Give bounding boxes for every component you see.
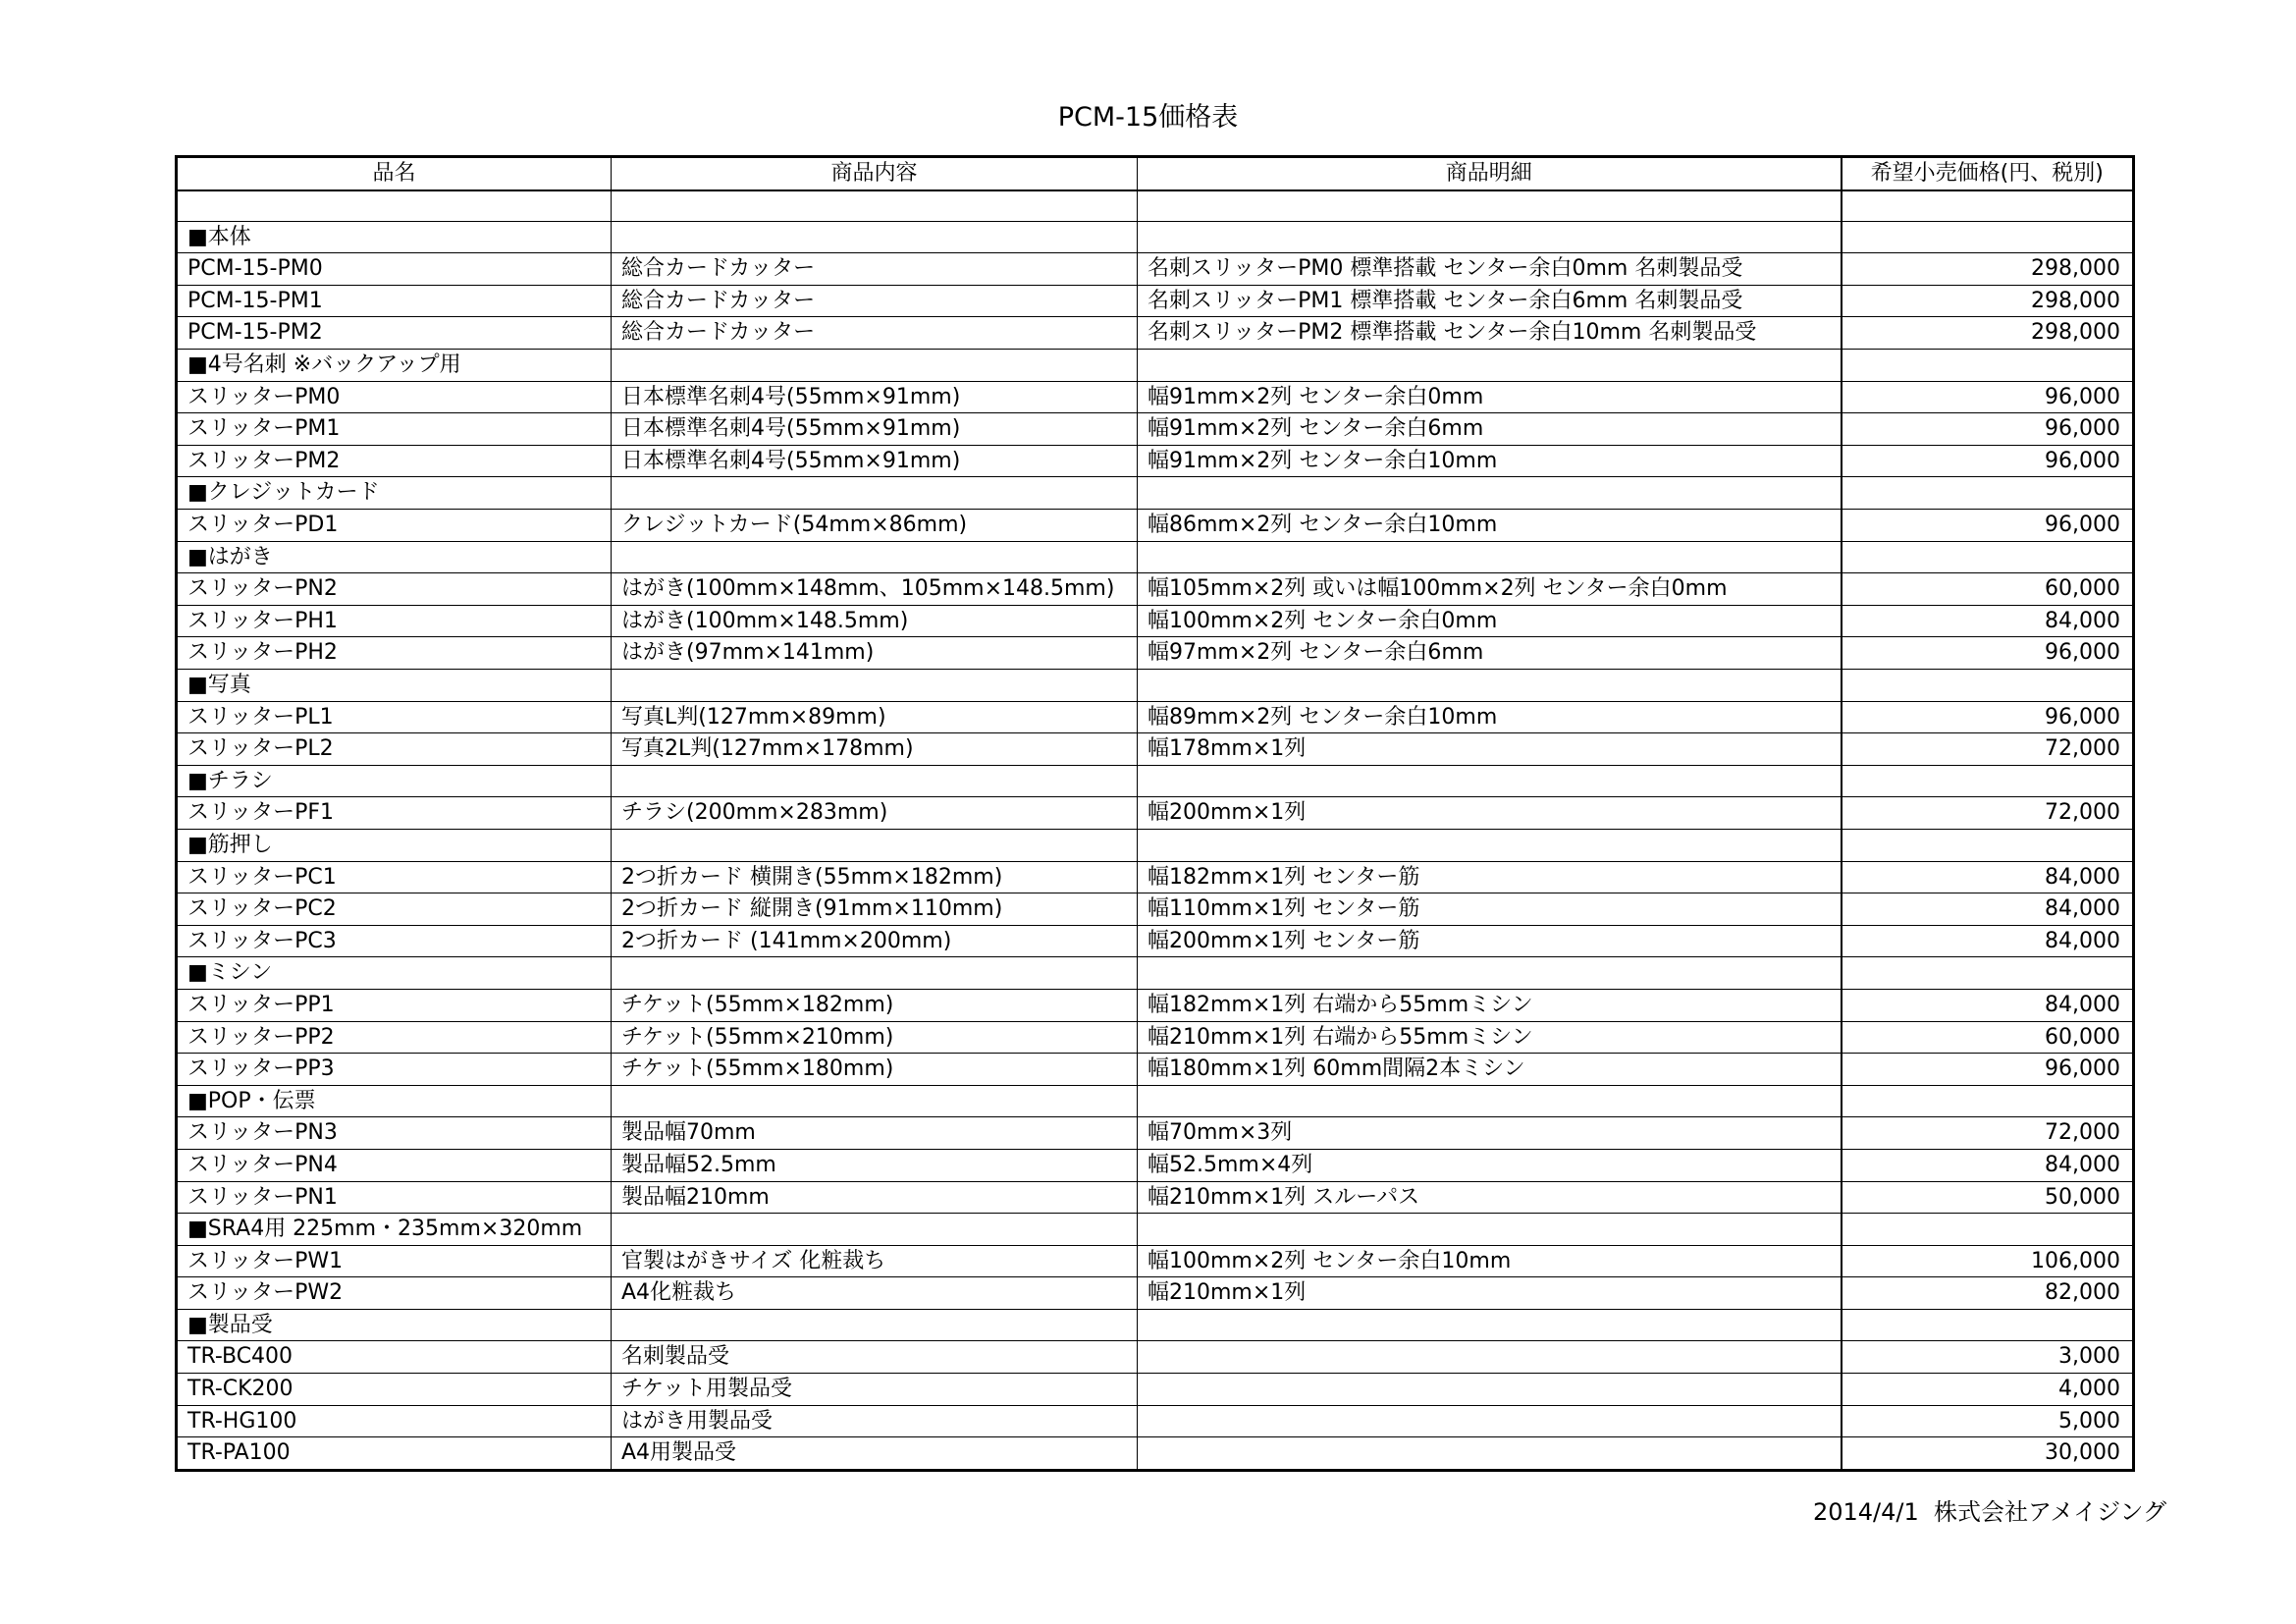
cell-name: ■製品受 bbox=[177, 1309, 612, 1341]
cell-name: スリッターPD1 bbox=[177, 510, 612, 542]
cell-price bbox=[1842, 221, 2134, 253]
column-header-detail: 商品明細 bbox=[1138, 157, 1842, 190]
cell-name: ■チラシ bbox=[177, 765, 612, 797]
cell-detail bbox=[1138, 1341, 1842, 1374]
cell-detail bbox=[1138, 829, 1842, 861]
cell-price: 50,000 bbox=[1842, 1181, 2134, 1214]
cell-name: スリッターPP2 bbox=[177, 1021, 612, 1054]
cell-detail bbox=[1138, 350, 1842, 382]
table-row bbox=[177, 861, 2134, 893]
table-row bbox=[177, 190, 2134, 222]
section-row bbox=[177, 1085, 2134, 1117]
cell-content: 写真2L判(127mm×178mm) bbox=[612, 733, 1138, 766]
table-row bbox=[177, 797, 2134, 830]
cell-price: 84,000 bbox=[1842, 893, 2134, 926]
cell-price: 96,000 bbox=[1842, 510, 2134, 542]
cell-name: ■はがき bbox=[177, 541, 612, 573]
cell-price: 60,000 bbox=[1842, 1021, 2134, 1054]
cell-price: 82,000 bbox=[1842, 1277, 2134, 1310]
cell-price bbox=[1842, 1309, 2134, 1341]
cell-content bbox=[612, 670, 1138, 702]
cell-name: スリッターPC3 bbox=[177, 925, 612, 957]
cell-content bbox=[612, 829, 1138, 861]
cell-content: 2つ折カード 横開き(55mm×182mm) bbox=[612, 861, 1138, 893]
table-row bbox=[177, 445, 2134, 477]
cell-content bbox=[612, 1085, 1138, 1117]
cell-detail: 幅210mm×1列 bbox=[1138, 1277, 1842, 1310]
table-row bbox=[177, 1021, 2134, 1054]
cell-detail bbox=[1138, 1374, 1842, 1406]
cell-content: 日本標準名刺4号(55mm×91mm) bbox=[612, 381, 1138, 413]
cell-detail: 幅182mm×1列 センター筋 bbox=[1138, 861, 1842, 893]
cell-price: 96,000 bbox=[1842, 1054, 2134, 1086]
cell-detail bbox=[1138, 957, 1842, 990]
section-row bbox=[177, 1214, 2134, 1246]
cell-name: ■クレジットカード bbox=[177, 477, 612, 510]
cell-price: 72,000 bbox=[1842, 1117, 2134, 1150]
cell-content: チラシ(200mm×283mm) bbox=[612, 797, 1138, 830]
cell-price bbox=[1842, 765, 2134, 797]
cell-content bbox=[612, 1309, 1138, 1341]
cell-content bbox=[612, 541, 1138, 573]
cell-price: 84,000 bbox=[1842, 605, 2134, 637]
cell-price bbox=[1842, 477, 2134, 510]
cell-content: はがき(100mm×148mm、105mm×148.5mm) bbox=[612, 573, 1138, 606]
cell-name: スリッターPH1 bbox=[177, 605, 612, 637]
cell-name: スリッターPN3 bbox=[177, 1117, 612, 1150]
section-row bbox=[177, 477, 2134, 510]
table-row bbox=[177, 285, 2134, 317]
table-row bbox=[177, 510, 2134, 542]
table-row bbox=[177, 1405, 2134, 1437]
table-body bbox=[177, 190, 2134, 1471]
cell-detail: 幅91mm×2列 センター余白10mm bbox=[1138, 445, 1842, 477]
cell-content: はがき(97mm×141mm) bbox=[612, 637, 1138, 670]
cell-name: ■ミシン bbox=[177, 957, 612, 990]
table-row bbox=[177, 1149, 2134, 1181]
cell-detail: 幅89mm×2列 センター余白10mm bbox=[1138, 701, 1842, 733]
cell-name: スリッターPC2 bbox=[177, 893, 612, 926]
cell-detail: 幅91mm×2列 センター余白0mm bbox=[1138, 381, 1842, 413]
cell-content: A4化粧裁ち bbox=[612, 1277, 1138, 1310]
table-row bbox=[177, 1341, 2134, 1374]
cell-detail bbox=[1138, 1437, 1842, 1471]
cell-price bbox=[1842, 541, 2134, 573]
cell-name: スリッターPH2 bbox=[177, 637, 612, 670]
cell-detail: 名刺スリッターPM0 標準搭載 センター余白0mm 名刺製品受 bbox=[1138, 253, 1842, 286]
table-row bbox=[177, 893, 2134, 926]
cell-detail: 幅180mm×1列 60mm間隔2本ミシン bbox=[1138, 1054, 1842, 1086]
cell-detail: 幅200mm×1列 bbox=[1138, 797, 1842, 830]
table-row bbox=[177, 733, 2134, 766]
cell-detail bbox=[1138, 1214, 1842, 1246]
cell-content: 製品幅210mm bbox=[612, 1181, 1138, 1214]
cell-content: 2つ折カード (141mm×200mm) bbox=[612, 925, 1138, 957]
cell-detail: 幅86mm×2列 センター余白10mm bbox=[1138, 510, 1842, 542]
cell-name: スリッターPC1 bbox=[177, 861, 612, 893]
cell-detail bbox=[1138, 541, 1842, 573]
cell-content bbox=[612, 477, 1138, 510]
cell-name: TR-BC400 bbox=[177, 1341, 612, 1374]
cell-price: 84,000 bbox=[1842, 925, 2134, 957]
cell-price: 4,000 bbox=[1842, 1374, 2134, 1406]
cell-detail: 幅105mm×2列 或いは幅100mm×2列 センター余白0mm bbox=[1138, 573, 1842, 606]
section-row bbox=[177, 221, 2134, 253]
table-row bbox=[177, 605, 2134, 637]
table-row bbox=[177, 1054, 2134, 1086]
cell-content: チケット用製品受 bbox=[612, 1374, 1138, 1406]
page-title: PCM-15価格表 bbox=[1057, 102, 1239, 133]
cell-detail: 幅97mm×2列 センター余白6mm bbox=[1138, 637, 1842, 670]
cell-content: はがき用製品受 bbox=[612, 1405, 1138, 1437]
cell-name: スリッターPP3 bbox=[177, 1054, 612, 1086]
table-row bbox=[177, 253, 2134, 286]
cell-price: 96,000 bbox=[1842, 445, 2134, 477]
cell-name: スリッターPN4 bbox=[177, 1149, 612, 1181]
table-row bbox=[177, 573, 2134, 606]
section-row bbox=[177, 1309, 2134, 1341]
cell-detail: 幅210mm×1列 右端から55mmミシン bbox=[1138, 1021, 1842, 1054]
table-row bbox=[177, 381, 2134, 413]
cell-name: TR-HG100 bbox=[177, 1405, 612, 1437]
cell-price: 96,000 bbox=[1842, 413, 2134, 446]
section-row bbox=[177, 765, 2134, 797]
cell-name: スリッターPF1 bbox=[177, 797, 612, 830]
cell-content bbox=[612, 221, 1138, 253]
cell-content: 名刺製品受 bbox=[612, 1341, 1138, 1374]
footer-date: 2014/4/1 bbox=[1812, 1498, 1919, 1526]
cell-content: 官製はがきサイズ 化粧裁ち bbox=[612, 1245, 1138, 1277]
cell-name: TR-PA100 bbox=[177, 1437, 612, 1471]
cell-content: 製品幅52.5mm bbox=[612, 1149, 1138, 1181]
cell-detail: 幅100mm×2列 センター余白0mm bbox=[1138, 605, 1842, 637]
cell-price bbox=[1842, 670, 2134, 702]
table-row bbox=[177, 925, 2134, 957]
table-header bbox=[177, 157, 2134, 190]
cell-name: TR-CK200 bbox=[177, 1374, 612, 1406]
table-row bbox=[177, 1245, 2134, 1277]
cell-name: ■POP・伝票 bbox=[177, 1085, 612, 1117]
cell-price: 106,000 bbox=[1842, 1245, 2134, 1277]
cell-price bbox=[1842, 1085, 2134, 1117]
cell-name: ■SRA4用 225mm・235mm×320mm bbox=[177, 1214, 612, 1246]
section-row bbox=[177, 829, 2134, 861]
cell-price: 5,000 bbox=[1842, 1405, 2134, 1437]
table-row bbox=[177, 1277, 2134, 1310]
cell-content bbox=[612, 350, 1138, 382]
cell-detail: 幅178mm×1列 bbox=[1138, 733, 1842, 766]
cell-name bbox=[177, 190, 612, 222]
table-row bbox=[177, 1437, 2134, 1471]
cell-detail bbox=[1138, 670, 1842, 702]
cell-name: PCM-15-PM0 bbox=[177, 253, 612, 286]
cell-name: ■筋押し bbox=[177, 829, 612, 861]
cell-price bbox=[1842, 1214, 2134, 1246]
section-row bbox=[177, 957, 2134, 990]
cell-detail: 名刺スリッターPM1 標準搭載 センター余白6mm 名刺製品受 bbox=[1138, 285, 1842, 317]
cell-price: 84,000 bbox=[1842, 861, 2134, 893]
cell-detail: 幅200mm×1列 センター筋 bbox=[1138, 925, 1842, 957]
cell-price: 30,000 bbox=[1842, 1437, 2134, 1471]
cell-content: 写真L判(127mm×89mm) bbox=[612, 701, 1138, 733]
cell-name: スリッターPN1 bbox=[177, 1181, 612, 1214]
cell-detail: 幅210mm×1列 スルーパス bbox=[1138, 1181, 1842, 1214]
table-row bbox=[177, 701, 2134, 733]
cell-content: 日本標準名刺4号(55mm×91mm) bbox=[612, 445, 1138, 477]
table-row bbox=[177, 989, 2134, 1021]
header-row bbox=[177, 157, 2134, 190]
cell-content: チケット(55mm×182mm) bbox=[612, 989, 1138, 1021]
cell-detail bbox=[1138, 1405, 1842, 1437]
cell-content: 総合カードカッター bbox=[612, 253, 1138, 286]
cell-detail bbox=[1138, 1085, 1842, 1117]
column-header-content: 商品内容 bbox=[612, 157, 1138, 190]
table-row bbox=[177, 317, 2134, 350]
table-row bbox=[177, 1117, 2134, 1150]
cell-price bbox=[1842, 350, 2134, 382]
cell-name: PCM-15-PM2 bbox=[177, 317, 612, 350]
cell-detail: 幅52.5mm×4列 bbox=[1138, 1149, 1842, 1181]
cell-content: 2つ折カード 縦開き(91mm×110mm) bbox=[612, 893, 1138, 926]
column-header-price: 希望小売価格(円、税別) bbox=[1842, 157, 2134, 190]
cell-name: PCM-15-PM1 bbox=[177, 285, 612, 317]
cell-name: ■写真 bbox=[177, 670, 612, 702]
cell-content: チケット(55mm×210mm) bbox=[612, 1021, 1138, 1054]
cell-detail: 幅182mm×1列 右端から55mmミシン bbox=[1138, 989, 1842, 1021]
cell-price: 298,000 bbox=[1842, 285, 2134, 317]
cell-name: ■4号名刺 ※バックアップ用 bbox=[177, 350, 612, 382]
footer-company: 株式会社アメイジング bbox=[1934, 1498, 2166, 1526]
cell-content bbox=[612, 957, 1138, 990]
footer bbox=[1813, 1495, 2166, 1529]
section-row bbox=[177, 541, 2134, 573]
cell-price: 72,000 bbox=[1842, 797, 2134, 830]
cell-content: 日本標準名刺4号(55mm×91mm) bbox=[612, 413, 1138, 446]
cell-detail bbox=[1138, 221, 1842, 253]
cell-price: 96,000 bbox=[1842, 701, 2134, 733]
table-row bbox=[177, 1374, 2134, 1406]
cell-name: ■本体 bbox=[177, 221, 612, 253]
cell-name: スリッターPM0 bbox=[177, 381, 612, 413]
cell-content: 総合カードカッター bbox=[612, 317, 1138, 350]
cell-price: 84,000 bbox=[1842, 989, 2134, 1021]
cell-name: スリッターPM2 bbox=[177, 445, 612, 477]
cell-detail bbox=[1138, 190, 1842, 222]
section-row bbox=[177, 670, 2134, 702]
cell-content bbox=[612, 765, 1138, 797]
cell-content: A4用製品受 bbox=[612, 1437, 1138, 1471]
cell-detail: 幅110mm×1列 センター筋 bbox=[1138, 893, 1842, 926]
cell-detail: 幅100mm×2列 センター余白10mm bbox=[1138, 1245, 1842, 1277]
cell-content bbox=[612, 1214, 1138, 1246]
cell-price: 96,000 bbox=[1842, 637, 2134, 670]
cell-price: 96,000 bbox=[1842, 381, 2134, 413]
cell-price: 298,000 bbox=[1842, 253, 2134, 286]
table-row bbox=[177, 637, 2134, 670]
cell-detail: 名刺スリッターPM2 標準搭載 センター余白10mm 名刺製品受 bbox=[1138, 317, 1842, 350]
cell-price: 84,000 bbox=[1842, 1149, 2134, 1181]
cell-content: はがき(100mm×148.5mm) bbox=[612, 605, 1138, 637]
cell-price bbox=[1842, 957, 2134, 990]
cell-price bbox=[1842, 829, 2134, 861]
cell-price: 60,000 bbox=[1842, 573, 2134, 606]
cell-detail: 幅70mm×3列 bbox=[1138, 1117, 1842, 1150]
cell-price: 3,000 bbox=[1842, 1341, 2134, 1374]
cell-detail bbox=[1138, 765, 1842, 797]
cell-name: スリッターPL1 bbox=[177, 701, 612, 733]
cell-price bbox=[1842, 190, 2134, 222]
cell-name: スリッターPL2 bbox=[177, 733, 612, 766]
cell-name: スリッターPW2 bbox=[177, 1277, 612, 1310]
cell-name: スリッターPN2 bbox=[177, 573, 612, 606]
section-row bbox=[177, 350, 2134, 382]
cell-content: 総合カードカッター bbox=[612, 285, 1138, 317]
cell-name: スリッターPP1 bbox=[177, 989, 612, 1021]
table-row bbox=[177, 413, 2134, 446]
cell-content: チケット(55mm×180mm) bbox=[612, 1054, 1138, 1086]
cell-content: 製品幅70mm bbox=[612, 1117, 1138, 1150]
cell-detail bbox=[1138, 477, 1842, 510]
cell-detail: 幅91mm×2列 センター余白6mm bbox=[1138, 413, 1842, 446]
cell-price: 72,000 bbox=[1842, 733, 2134, 766]
price-table bbox=[175, 155, 2135, 1472]
cell-detail bbox=[1138, 1309, 1842, 1341]
cell-content: クレジットカード(54mm×86mm) bbox=[612, 510, 1138, 542]
cell-content bbox=[612, 190, 1138, 222]
column-header-name: 品名 bbox=[177, 157, 612, 190]
cell-name: スリッターPW1 bbox=[177, 1245, 612, 1277]
table-row bbox=[177, 1181, 2134, 1214]
cell-price: 298,000 bbox=[1842, 317, 2134, 350]
cell-name: スリッターPM1 bbox=[177, 413, 612, 446]
